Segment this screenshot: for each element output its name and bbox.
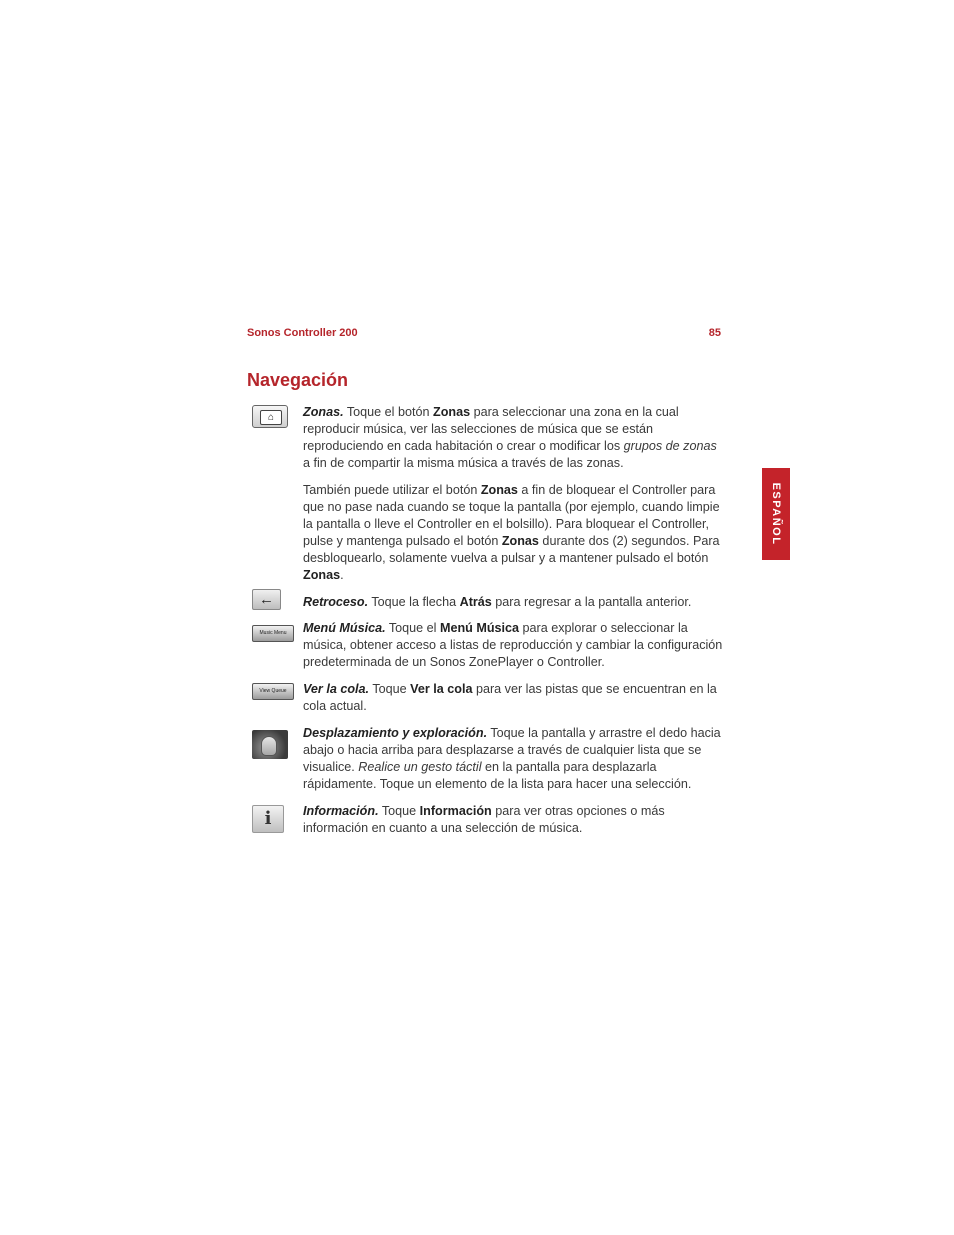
running-header-title: Sonos Controller 200 xyxy=(247,327,358,339)
scroll-lead: Desplazamiento y exploración. xyxy=(303,726,488,740)
zones-lock-description: También puede utilizar el botón Zonas a fin de bloquear el Controller para que no pase nada cuando se toque la pantalla (por ejemplo, cuando limpie la pantalla o lleve el Controller en el bolsillo). Para bloquear el Controller, pulse y mantenga pulsado el botón Zonas durante dos (2) segundos. Para desbloquearlo, solamente vuelva a pulsar y a mantener pulsado el botón Zonas. xyxy=(303,483,720,582)
info-lead: Información. xyxy=(303,804,379,818)
scroll-description: Desplazamiento y exploración. Toque la pantalla y arrastre el dedo hacia abajo o hacia arriba para desplazarse a través de cualquier lista que se visualice. Realice un gesto táctil en la pantalla para desplazarla rápidamente. Toque un elemento de la lista para hacer una selección. xyxy=(303,726,721,791)
arrow-left-icon: ← xyxy=(252,589,281,610)
info-icon: i xyxy=(252,805,284,833)
language-tab xyxy=(762,468,790,560)
zones-description: Zonas. Toque el botón Zonas para seleccionar una zona en la cual reproducir música, ver las selecciones de música que se están reproduciendo en cada habitación o crear o modificar los grupos de zonas a fin de compartir la misma música a través de las zonas. xyxy=(303,405,717,470)
page-number: 85 xyxy=(708,327,721,339)
home-icon: ⌂ xyxy=(260,410,282,425)
section-title: Navegación xyxy=(247,370,349,390)
finger-shape xyxy=(261,736,277,756)
back-description: Retroceso. Toque la flecha Atrás para regresar a la pantalla anterior. xyxy=(303,595,692,609)
view-queue-description: Ver la cola. Toque Ver la cola para ver las pistas que se encuentran en la cola actual. xyxy=(303,682,717,713)
finger-touch-icon xyxy=(252,730,288,759)
view-queue-button-icon: View Queue xyxy=(252,683,294,700)
language-tab-label: ESPAÑOL xyxy=(770,482,782,546)
music-menu-lead: Menú Música. xyxy=(303,621,386,635)
music-menu-button-icon: Music Menu xyxy=(252,625,294,642)
zones-button-icon xyxy=(252,405,288,428)
back-lead: Retroceso. xyxy=(303,595,369,609)
view-queue-lead: Ver la cola. xyxy=(303,682,370,696)
info-description: Información. Toque Información para ver otras opciones o más información en cuanto a una selección de música. xyxy=(303,804,665,835)
music-menu-description: Menú Música. Toque el Menú Música para explorar o seleccionar la música, obtener acceso a listas de reproducción y cambiar la configuración predeterminada de un Sonos ZonePlayer o Controller. xyxy=(303,621,723,669)
zones-lead: Zonas. xyxy=(303,405,344,419)
